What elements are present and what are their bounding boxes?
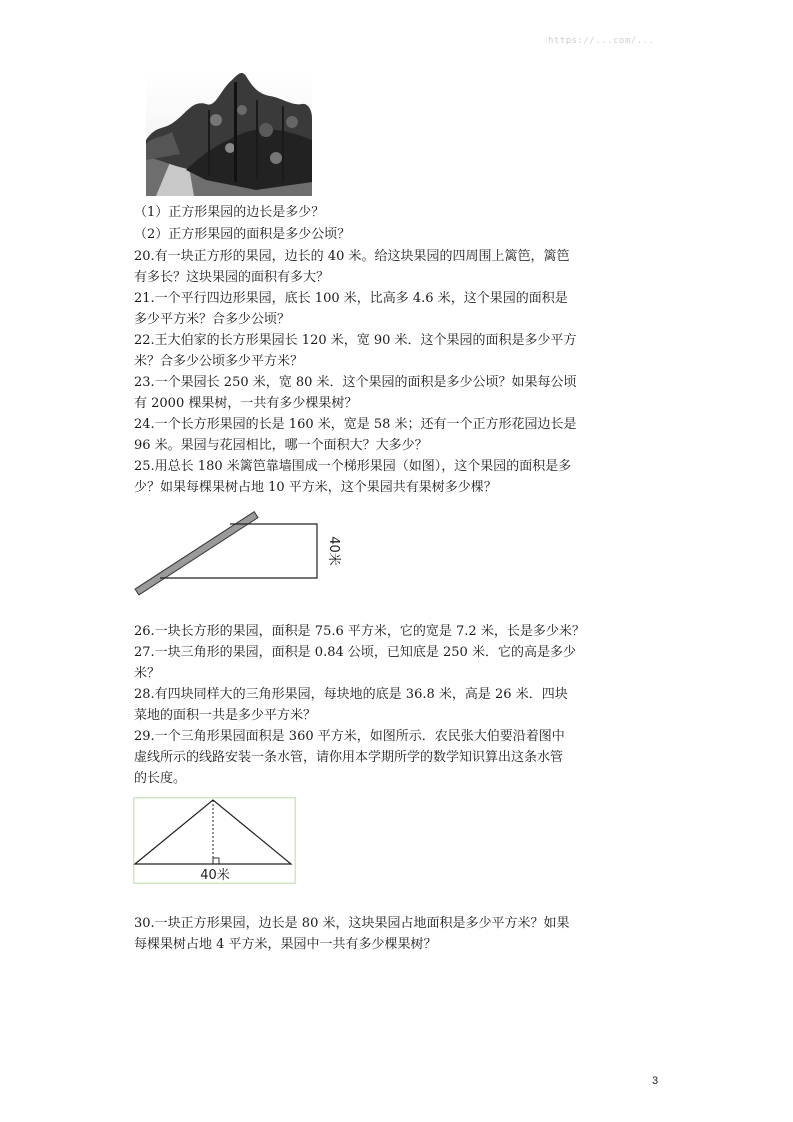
- text-line: 每棵果树占地 4 平方米，果园中一共有多少棵果树？: [134, 937, 437, 952]
- text-line: 有多长？这块果园的面积有多大？: [134, 270, 330, 285]
- base-label: 40米: [200, 868, 230, 883]
- text-line: 多少平方米？合多少公顷？: [134, 312, 291, 327]
- text-line: 的长度。: [134, 771, 187, 786]
- text-line: 25.用总长 180 米篱笆靠墙围成一个梯形果园（如图），这个果园的面积是多: [134, 459, 572, 474]
- text-line: 23.一个果园长 250 米，宽 80 米．这个果园的面积是多少公顷？如果每公顷: [134, 375, 577, 390]
- text-line: 27.一块三角形的果园，面积是 0.84 公顷，已知底是 250 米．它的高是多少: [134, 645, 576, 660]
- text-line: 30.一块正方形果园，边长是 80 米，这块果园占地面积是多少平方米？如果: [134, 916, 570, 931]
- text-line: 少？如果每棵果树占地 10 平方米，这个果园共有果树多少棵？: [134, 480, 497, 495]
- text-line: 21.一个平行四边形果园，底长 100 米，比高多 4.6 米，这个果园的面积是: [134, 291, 568, 306]
- text-line: 米？: [134, 666, 161, 681]
- page-number: 3: [652, 1075, 659, 1087]
- watermark: https://...com/...: [548, 36, 655, 46]
- triangle-orchard-figure: [133, 797, 296, 884]
- text-line: 虚线所示的线路安装一条水管，请你用本学期所学的数学知识算出这条水管: [134, 750, 564, 765]
- text-line: （2）正方形果园的面积是多少公顷？: [134, 227, 351, 242]
- text-line: 29.一个三角形果园面积是 360 平方米，如图所示．农民张大伯要沿着图中: [134, 729, 565, 744]
- text-line: 26.一块长方形的果园，面积是 75.6 平方米，它的宽是 7.2 米，长是多少米？: [134, 624, 585, 639]
- text-line: 20.有一块正方形的果园，边长的 40 米。给这块果园的四周围上篱笆，篱笆: [134, 249, 570, 264]
- trapezoid-orchard-figure: [130, 496, 350, 600]
- text-line: 24.一个长方形果园的长是 160 米，宽是 58 米；还有一个正方形花园边长是: [134, 417, 577, 432]
- text-line: 22.王大伯家的长方形果园长 120 米，宽 90 米．这个果园的面积是多少平方: [134, 333, 577, 348]
- height-label: 40米: [326, 536, 341, 566]
- orchard-photo: [146, 70, 312, 196]
- text-line: 28.有四块同样大的三角形果园，每块地的底是 36.8 米，高是 26 米．四块: [134, 687, 568, 702]
- text-line: （1）正方形果园的边长是多少？: [134, 205, 325, 220]
- text-line: 米？合多少公顷多少平方米？: [134, 354, 304, 369]
- text-line: 96 米。果园与花园相比，哪一个面积大？大多少？: [134, 438, 428, 453]
- text-line: 有 2000 棵果树，一共有多少棵果树？: [134, 396, 358, 411]
- text-line: 菜地的面积一共是多少平方米？: [134, 708, 317, 723]
